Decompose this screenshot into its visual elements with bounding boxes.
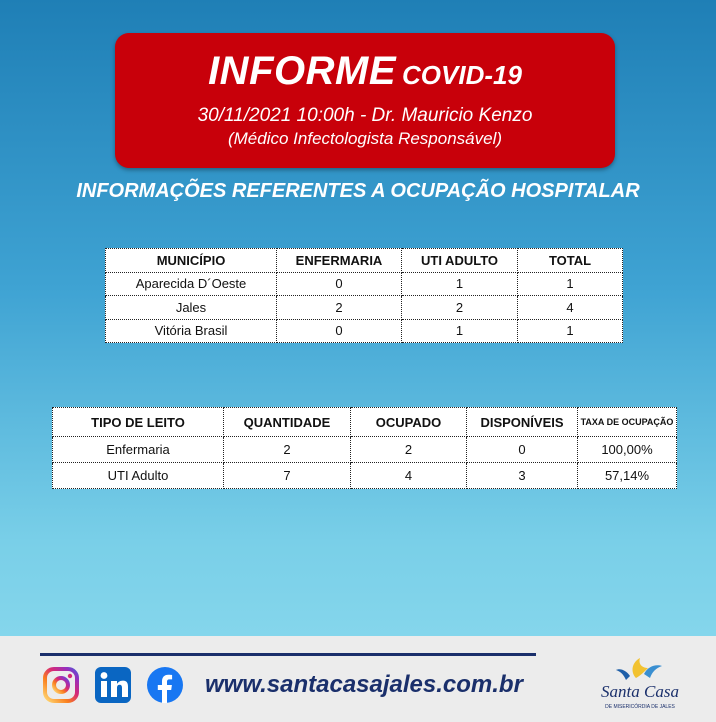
table-cell: 0 [277,319,402,343]
table-cell: 2 [402,296,518,320]
table-cell: 4 [351,463,467,489]
title-secondary: COVID-19 [402,60,522,90]
table-header-row [53,408,677,437]
table-cell: 57,14% [578,463,677,489]
table-cell: 0 [467,437,578,463]
table-cell: UTI Adulto [53,463,224,489]
column-header: ENFERMARIA [277,249,402,273]
table-cell: 4 [518,296,623,320]
facebook-icon[interactable] [146,666,184,704]
table-cell: 1 [402,272,518,296]
table-cell: 7 [224,463,351,489]
table-cell: 1 [518,319,623,343]
website-link[interactable]: www.santacasajales.com.br [205,671,523,698]
author-role: (Médico Infectologista Responsável) [227,129,503,148]
table-cell: Jales [106,296,277,320]
table-cell: 2 [224,437,351,463]
table-cell: 100,00% [578,437,677,463]
section-title: INFORMAÇÕES REFERENTES A OCUPAÇÃO HOSPITALAR [76,180,640,202]
table-cell: Vitória Brasil [106,319,277,343]
column-header: MUNICÍPIO [106,249,277,273]
leitos-table [52,407,677,489]
column-header: OCUPADO [351,408,467,437]
logo-subtitle: DE MISERICÓRDIA DE JALES [605,704,675,710]
table-header-row [106,249,623,273]
table-cell: 3 [467,463,578,489]
table-row [106,272,623,296]
report-title [115,49,615,94]
column-header: QUANTIDADE [224,408,351,437]
column-header: DISPONÍVEIS [467,408,578,437]
table-cell: Aparecida D´Oeste [106,272,277,296]
instagram-icon[interactable] [42,666,80,704]
table-cell: 1 [402,319,518,343]
table-row [106,319,623,343]
column-header: TAXA DE OCUPAÇÃO [578,408,677,437]
report-date-author: 30/11/2021 10:00h - Dr. Mauricio Kenzo [197,105,533,126]
table-cell: 2 [277,296,402,320]
table-cell: 0 [277,272,402,296]
linkedin-icon[interactable] [94,666,132,704]
header-banner [115,33,615,168]
table-row [53,437,677,463]
table-row [106,296,623,320]
table-cell: 2 [351,437,467,463]
table-cell: Enfermaria [53,437,224,463]
table-cell: 1 [518,272,623,296]
column-header: TOTAL [518,249,623,273]
footer [0,636,716,722]
column-header: UTI ADULTO [402,249,518,273]
municipios-table [105,248,623,343]
logo-name: Santa Casa [601,682,679,701]
column-header: TIPO DE LEITO [53,408,224,437]
table-row [53,463,677,489]
title-main: INFORME [208,49,396,93]
footer-divider [40,653,536,656]
